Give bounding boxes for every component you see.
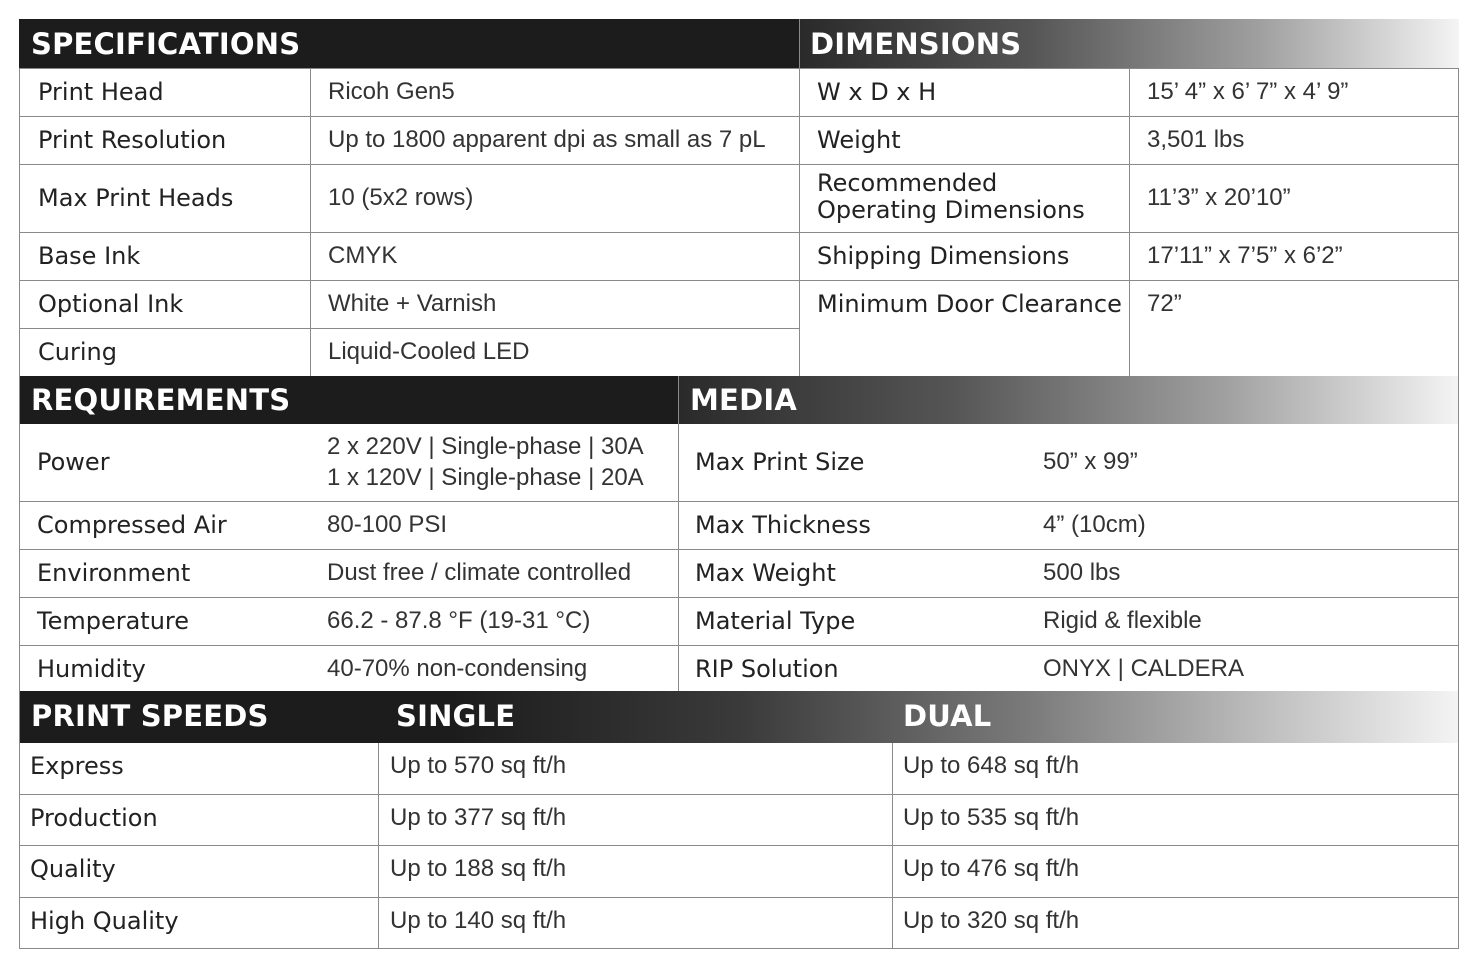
dim-label-recommended: Recommended (817, 169, 998, 197)
media-value-material-type: Rigid & flexible (1043, 607, 1202, 634)
speed-single-express: Up to 570 sq ft/h (390, 752, 567, 779)
dim-value-weight: 3,501 lbs (1147, 126, 1245, 153)
media-label-max-weight: Max Weight (695, 559, 836, 587)
media-value-max-thickness: 4” (10cm) (1043, 511, 1146, 538)
col-divider (892, 743, 893, 949)
speed-single-high-quality: Up to 140 sq ft/h (390, 907, 567, 934)
speed-label-quality: Quality (30, 855, 116, 883)
spec-label-curing: Curing (38, 338, 117, 366)
req-value-power-line1: 2 x 220V | Single-phase | 30A (327, 433, 644, 460)
speed-single-quality: Up to 188 sq ft/h (390, 855, 567, 882)
print-speeds-title: PRINT SPEEDS (31, 699, 269, 733)
media-value-rip-solution: ONYX | CALDERA (1043, 655, 1244, 682)
spec-label-print-head: Print Head (38, 78, 164, 106)
speed-label-high-quality: High Quality (30, 907, 179, 935)
speed-dual-quality: Up to 476 sq ft/h (903, 855, 1080, 882)
row-divider (19, 897, 1459, 898)
req-label-humidity: Humidity (37, 655, 146, 683)
spec-label-optional-ink: Optional Ink (38, 290, 184, 318)
spec-value-print-head: Ricoh Gen5 (328, 78, 455, 105)
dim-value-wxdxh: 15’ 4” x 6’ 7” x 4’ 9” (1147, 78, 1349, 105)
req-label-temperature: Temperature (37, 607, 190, 635)
table-border-bottom (19, 948, 1459, 949)
requirements-title: REQUIREMENTS (31, 383, 291, 417)
dim-label-shipping-dimensions: Shipping Dimensions (817, 242, 1070, 270)
table-border-left (19, 68, 20, 949)
speed-dual-production: Up to 535 sq ft/h (903, 804, 1080, 831)
dim-value-shipping-dimensions: 17’11” x 7’5” x 6’2” (1147, 242, 1343, 269)
media-label-material-type: Material Type (695, 607, 856, 635)
dim-value-minimum-door-clearance: 72” (1147, 290, 1182, 317)
req-label-power: Power (37, 448, 110, 476)
req-value-environment: Dust free / climate controlled (327, 559, 632, 586)
req-label-environment: Environment (37, 559, 191, 587)
spec-value-optional-ink: White + Varnish (328, 290, 497, 317)
dim-label-operating-dimensions: Operating Dimensions (817, 196, 1085, 224)
media-value-max-weight: 500 lbs (1043, 559, 1121, 586)
specifications-title: SPECIFICATIONS (31, 27, 301, 61)
dual-column-header: DUAL (903, 699, 992, 733)
speed-label-production: Production (30, 804, 158, 832)
req-value-compressed-air: 80-100 PSI (327, 511, 448, 538)
row-divider (19, 845, 1459, 846)
row-divider (19, 116, 1459, 117)
col-divider (1129, 68, 1130, 376)
media-label-max-thickness: Max Thickness (695, 511, 871, 539)
row-divider (19, 232, 1459, 233)
spec-value-max-print-heads: 10 (5x2 rows) (328, 184, 474, 211)
dim-label-weight: Weight (817, 126, 901, 154)
row-divider (19, 328, 799, 329)
req-value-humidity: 40-70% non-condensing (327, 655, 588, 682)
row-divider (19, 597, 1459, 598)
single-column-header: SINGLE (396, 699, 516, 733)
spec-value-print-resolution: Up to 1800 apparent dpi as small as 7 pL (328, 126, 766, 153)
spec-label-max-print-heads: Max Print Heads (38, 184, 234, 212)
row-divider (19, 501, 1459, 502)
req-value-power-line2: 1 x 120V | Single-phase | 20A (327, 464, 644, 491)
speed-single-production: Up to 377 sq ft/h (390, 804, 567, 831)
dim-label-wxdxh: W x D x H (817, 78, 937, 106)
req-value-temperature: 66.2 - 87.8 °F (19-31 °C) (327, 607, 591, 634)
row-divider (19, 549, 1459, 550)
spec-value-curing: Liquid-Cooled LED (328, 338, 530, 365)
speed-label-express: Express (30, 752, 124, 780)
speed-dual-high-quality: Up to 320 sq ft/h (903, 907, 1080, 934)
media-label-rip-solution: RIP Solution (695, 655, 839, 683)
row-divider (19, 68, 1459, 69)
row-divider (19, 794, 1459, 795)
spec-label-base-ink: Base Ink (38, 242, 141, 270)
req-label-compressed-air: Compressed Air (37, 511, 227, 539)
dim-value-recommended-operating: 11’3” x 20’10” (1147, 184, 1291, 211)
col-divider (799, 19, 800, 376)
media-value-max-print-size: 50” x 99” (1043, 448, 1138, 475)
media-title: MEDIA (690, 383, 797, 417)
dimensions-title: DIMENSIONS (810, 27, 1022, 61)
col-divider (378, 743, 379, 949)
row-divider (19, 280, 1459, 281)
col-divider (310, 68, 311, 376)
row-divider (19, 164, 1459, 165)
media-label-max-print-size: Max Print Size (695, 448, 865, 476)
table-border-right (1458, 68, 1459, 949)
speed-dual-express: Up to 648 sq ft/h (903, 752, 1080, 779)
spec-value-base-ink: CMYK (328, 242, 398, 269)
dim-label-minimum-door-clearance: Minimum Door Clearance (817, 290, 1122, 318)
col-divider (678, 376, 679, 691)
spec-label-print-resolution: Print Resolution (38, 126, 227, 154)
row-divider (19, 645, 1459, 646)
